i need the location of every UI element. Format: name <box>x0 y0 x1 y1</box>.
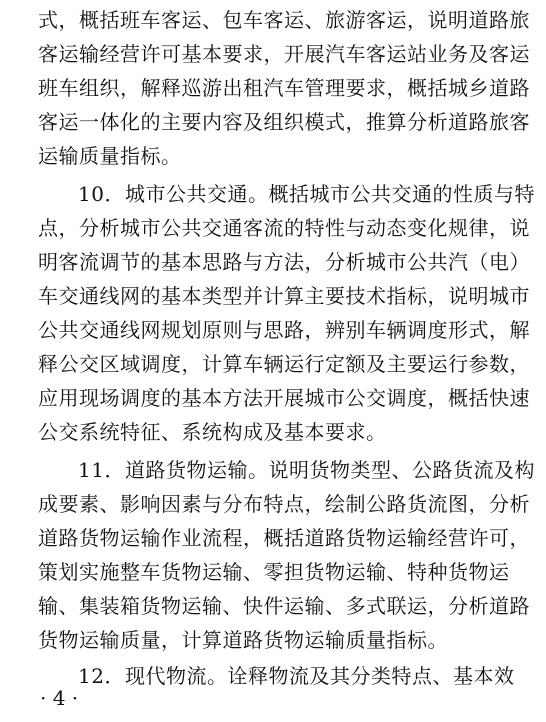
text-line: 式，概括班车客运、包车客运、旅游客运，说明道路旅 <box>38 8 530 32</box>
text-line: 释公交区域调度，计算车辆运行定额及主要运行参数， <box>38 352 530 376</box>
text-line: 公共交通线网规划原则与思路，辨别车辆调度形式，解 <box>38 318 530 342</box>
page-number: · 4 · <box>40 686 79 710</box>
text-line: 货物运输质量，计算道路货物运输质量指标。 <box>38 628 448 652</box>
text-line: 客运一体化的主要内容及组织模式，推算分析道路旅客 <box>38 110 530 134</box>
section-heading-line: 10．城市公共交通。概括城市公共交通的性质与特 <box>78 182 535 206</box>
text-line: 运输质量指标。 <box>38 144 182 168</box>
text-line: 点，分析城市公共交通客流的特性与动态变化规律，说 <box>38 216 530 240</box>
section-heading-line: 11．道路货物运输。说明货物类型、公路货流及构 <box>78 458 535 482</box>
text-line: 公交系统特征、系统构成及基本要求。 <box>38 420 387 444</box>
text-line: 输、集装箱货物运输、快件运输、多式联运，分析道路 <box>38 594 530 618</box>
text-line: 车交通线网的基本类型并计算主要技术指标，说明城市 <box>38 284 530 308</box>
text-line: 策划实施整车货物运输、零担货物运输、特种货物运 <box>38 560 510 584</box>
text-line: 道路货物运输作业流程，概括道路货物运输经营许可， <box>38 526 530 550</box>
section-heading-line: 12．现代物流。诠释物流及其分类特点、基本效 <box>78 664 515 688</box>
text-line: 客运输经营许可基本要求，开展汽车客运站业务及客运 <box>38 42 530 66</box>
text-line: 应用现场调度的基本方法开展城市公交调度，概括快速 <box>38 386 530 410</box>
text-line: 班车组织，解释巡游出租汽车管理要求，概括城乡道路 <box>38 76 530 100</box>
text-line: 成要素、影响因素与分布特点，绘制公路货流图，分析 <box>38 492 530 516</box>
text-line: 明客流调节的基本思路与方法，分析城市公共汽（电） <box>38 250 530 274</box>
